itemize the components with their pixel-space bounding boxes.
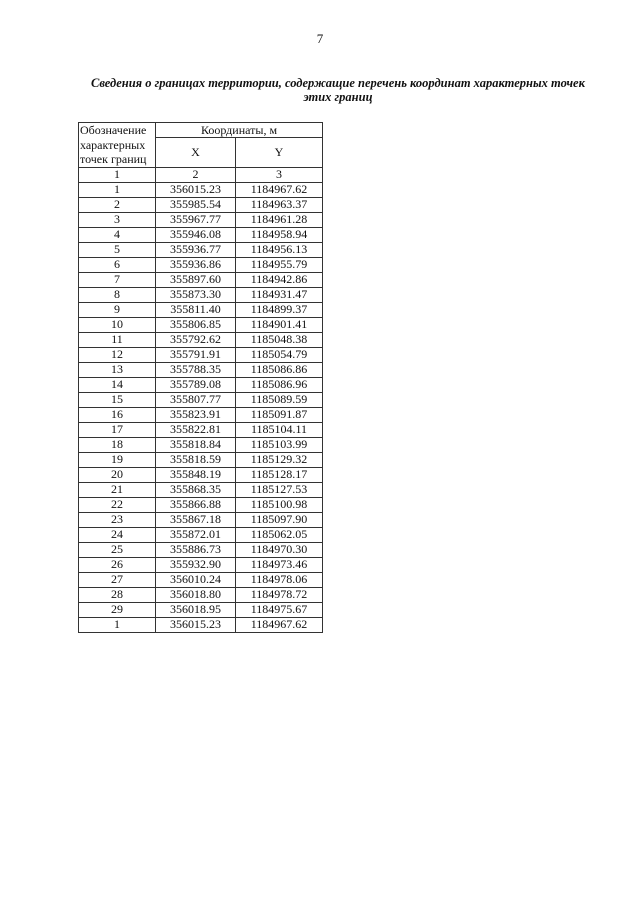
y-coordinate: 1185129.32 (236, 452, 323, 467)
y-coordinate: 1185062.05 (236, 527, 323, 542)
point-number: 15 (79, 392, 156, 407)
x-coordinate: 356018.80 (156, 587, 236, 602)
column-number: 2 (156, 167, 236, 182)
x-coordinate: 355822.81 (156, 422, 236, 437)
x-coordinate: 355811.40 (156, 302, 236, 317)
point-number: 12 (79, 347, 156, 362)
x-coordinate: 356015.23 (156, 182, 236, 197)
document-title (78, 76, 598, 104)
table-row (79, 182, 323, 197)
table-row (79, 392, 323, 407)
table-row (79, 407, 323, 422)
document-title-line-1: Сведения о границах территории, содержащие перечень координат характерных точек (91, 76, 585, 90)
x-coordinate: 355936.77 (156, 242, 236, 257)
y-coordinate: 1184970.30 (236, 542, 323, 557)
header-designation-line: точек границ (80, 152, 147, 166)
point-number: 10 (79, 317, 156, 332)
x-coordinate: 355868.35 (156, 482, 236, 497)
table-row (79, 497, 323, 512)
point-number: 1 (79, 182, 156, 197)
x-coordinate: 355872.01 (156, 527, 236, 542)
point-number: 24 (79, 527, 156, 542)
table-row (79, 242, 323, 257)
point-number: 22 (79, 497, 156, 512)
point-number: 4 (79, 227, 156, 242)
x-coordinate: 355791.91 (156, 347, 236, 362)
table-row (79, 437, 323, 452)
table-row (79, 362, 323, 377)
y-coordinate: 1184942.86 (236, 272, 323, 287)
table-header-row (79, 123, 323, 138)
point-number: 8 (79, 287, 156, 302)
x-coordinate: 355848.19 (156, 467, 236, 482)
y-coordinate: 1185086.96 (236, 377, 323, 392)
header-designation-line: Обозначение (80, 123, 147, 137)
point-number: 19 (79, 452, 156, 467)
x-coordinate: 355789.08 (156, 377, 236, 392)
table-row (79, 587, 323, 602)
point-number: 27 (79, 572, 156, 587)
y-coordinate: 1184978.72 (236, 587, 323, 602)
table-row (79, 317, 323, 332)
table-row (79, 287, 323, 302)
y-coordinate: 1184901.41 (236, 317, 323, 332)
y-coordinate: 1185100.98 (236, 497, 323, 512)
table-row (79, 452, 323, 467)
y-coordinate: 1184961.28 (236, 212, 323, 227)
y-coordinate: 1185104.11 (236, 422, 323, 437)
y-coordinate: 1185097.90 (236, 512, 323, 527)
y-coordinate: 1184963.37 (236, 197, 323, 212)
y-coordinate: 1185128.17 (236, 467, 323, 482)
point-number: 20 (79, 467, 156, 482)
table-row (79, 197, 323, 212)
header-point-designation (79, 123, 156, 168)
y-coordinate: 1185086.86 (236, 362, 323, 377)
y-coordinate: 1185091.87 (236, 407, 323, 422)
table-row (79, 332, 323, 347)
x-coordinate: 355932.90 (156, 557, 236, 572)
table-row (79, 467, 323, 482)
table-row (79, 257, 323, 272)
x-coordinate: 356010.24 (156, 572, 236, 587)
column-number: 1 (79, 167, 156, 182)
x-coordinate: 355897.60 (156, 272, 236, 287)
point-number: 26 (79, 557, 156, 572)
coordinates-table-body (79, 123, 323, 633)
y-coordinate: 1185089.59 (236, 392, 323, 407)
point-number: 2 (79, 197, 156, 212)
point-number: 18 (79, 437, 156, 452)
x-coordinate: 355807.77 (156, 392, 236, 407)
y-coordinate: 1184967.62 (236, 182, 323, 197)
table-row (79, 512, 323, 527)
table-row (79, 482, 323, 497)
header-coordinates: Координаты, м (156, 123, 323, 138)
x-coordinate: 355806.85 (156, 317, 236, 332)
x-coordinate: 355792.62 (156, 332, 236, 347)
x-coordinate: 355818.59 (156, 452, 236, 467)
point-number: 25 (79, 542, 156, 557)
table-row (79, 527, 323, 542)
x-coordinate: 355946.08 (156, 227, 236, 242)
y-coordinate: 1184931.47 (236, 287, 323, 302)
table-row (79, 302, 323, 317)
table-row (79, 557, 323, 572)
table-row (79, 227, 323, 242)
point-number: 21 (79, 482, 156, 497)
y-coordinate: 1185048.38 (236, 332, 323, 347)
y-coordinate: 1185054.79 (236, 347, 323, 362)
point-number: 16 (79, 407, 156, 422)
point-number: 14 (79, 377, 156, 392)
point-number: 6 (79, 257, 156, 272)
y-coordinate: 1184899.37 (236, 302, 323, 317)
x-coordinate: 355886.73 (156, 542, 236, 557)
table-row (79, 602, 323, 617)
table-row (79, 542, 323, 557)
y-coordinate: 1184967.62 (236, 617, 323, 632)
header-y: Y (236, 138, 323, 167)
document-title-line-2: этих границ (303, 90, 373, 104)
point-number: 23 (79, 512, 156, 527)
page-number: 7 (316, 31, 324, 46)
column-number-row (79, 167, 323, 182)
header-x: X (156, 138, 236, 167)
point-number: 5 (79, 242, 156, 257)
x-coordinate: 356018.95 (156, 602, 236, 617)
x-coordinate: 355967.77 (156, 212, 236, 227)
point-number: 3 (79, 212, 156, 227)
y-coordinate: 1185103.99 (236, 437, 323, 452)
x-coordinate: 355823.91 (156, 407, 236, 422)
y-coordinate: 1185127.53 (236, 482, 323, 497)
y-coordinate: 1184978.06 (236, 572, 323, 587)
table-row (79, 212, 323, 227)
x-coordinate: 355818.84 (156, 437, 236, 452)
y-coordinate: 1184975.67 (236, 602, 323, 617)
y-coordinate: 1184955.79 (236, 257, 323, 272)
y-coordinate: 1184973.46 (236, 557, 323, 572)
table-row (79, 347, 323, 362)
point-number: 29 (79, 602, 156, 617)
x-coordinate: 355866.88 (156, 497, 236, 512)
table-row (79, 422, 323, 437)
column-number: 3 (236, 167, 323, 182)
point-number: 7 (79, 272, 156, 287)
point-number: 11 (79, 332, 156, 347)
header-designation-line: характерных (80, 137, 146, 152)
coordinates-table (78, 122, 323, 633)
x-coordinate: 355985.54 (156, 197, 236, 212)
x-coordinate: 355788.35 (156, 362, 236, 377)
point-number: 28 (79, 587, 156, 602)
x-coordinate: 355873.30 (156, 287, 236, 302)
point-number: 9 (79, 302, 156, 317)
table-row (79, 377, 323, 392)
table-row (79, 617, 323, 632)
point-number: 1 (79, 617, 156, 632)
point-number: 17 (79, 422, 156, 437)
y-coordinate: 1184956.13 (236, 242, 323, 257)
x-coordinate: 355867.18 (156, 512, 236, 527)
table-row (79, 572, 323, 587)
point-number: 13 (79, 362, 156, 377)
y-coordinate: 1184958.94 (236, 227, 323, 242)
x-coordinate: 355936.86 (156, 257, 236, 272)
x-coordinate: 356015.23 (156, 617, 236, 632)
table-row (79, 272, 323, 287)
